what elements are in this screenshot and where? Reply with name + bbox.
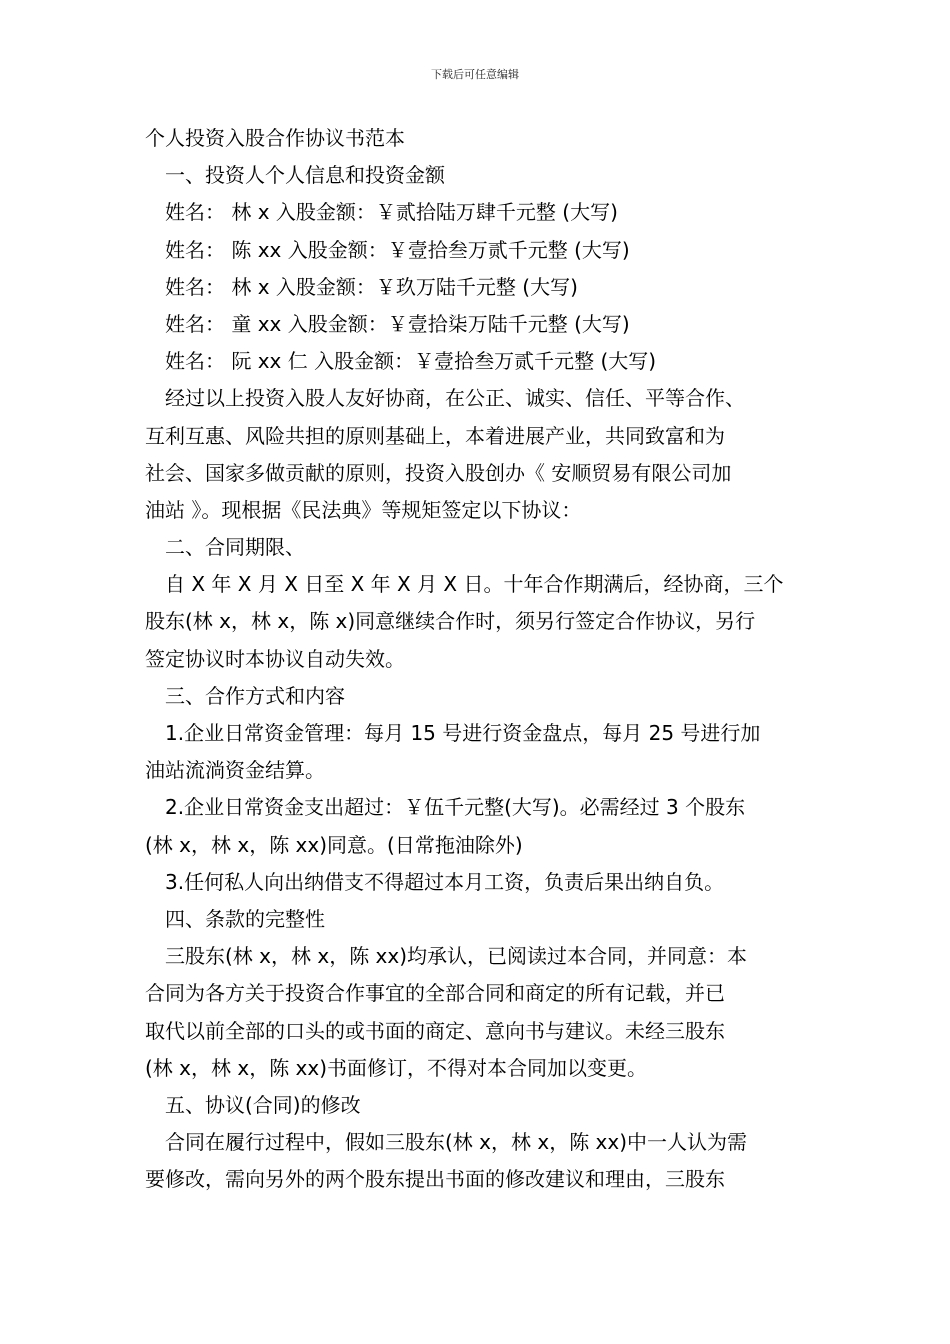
text-line: 2.企业日常资金支出超过：￥伍千元整(大写)。必需经过 3 个股东 <box>165 795 746 820</box>
text-line: 要修改，需向另外的两个股东提出书面的修改建议和理由，三股东 <box>145 1167 725 1192</box>
text-line: 一、投资人个人信息和投资金额 <box>165 163 445 188</box>
text-line: 自 X 年 X 月 X 日至 X 年 X 月 X 日。十年合作期满后，经协商，三个 <box>165 572 784 597</box>
text-line: 签定协议时本协议自动失效。 <box>145 646 405 671</box>
text-line: 油站流淌资金结算。 <box>145 758 325 783</box>
text-line: 二、合同期限、 <box>165 535 305 560</box>
text-line: 姓名： 林 x 入股金额：￥玖万陆千元整 (大写) <box>165 274 578 299</box>
text-line: 三、合作方式和内容 <box>165 683 345 708</box>
text-line: 姓名： 林 x 入股金额：￥贰拾陆万肆千元整 (大写) <box>165 200 618 225</box>
text-line: 互利互惠、风险共担的原则基础上，本着进展产业，共同致富和为 <box>145 423 725 448</box>
text-line: (林 x，林 x，陈 xx)同意。(日常拖油除外) <box>145 832 523 857</box>
text-line: 1.企业日常资金管理：每月 15 号进行资金盘点，每月 25 号进行加 <box>165 721 761 745</box>
text-line: 姓名： 童 xx 入股金额：￥壹拾柒万陆千元整 (大写) <box>165 311 630 336</box>
text-line: 合同为各方关于投资合作事宜的全部合同和商定的所有记载，并已 <box>145 981 725 1006</box>
document-title: 个人投资入股合作协议书范本 <box>145 126 405 150</box>
text-line: 股东(林 x，林 x，陈 x)同意继续合作时，须另行签定合作协议，另行 <box>145 609 756 634</box>
text-line: (林 x，林 x，陈 xx)书面修订，不得对本合同加以变更。 <box>145 1055 648 1080</box>
text-line: 3.任何私人向出纳借支不得超过本月工资，负责后果出纳自负。 <box>165 869 725 894</box>
text-line: 姓名： 阮 xx 仁 入股金额：￥壹拾叁万贰千元整 (大写) <box>165 349 657 374</box>
text-line: 姓名： 陈 xx 入股金额：￥壹拾叁万贰千元整 (大写) <box>165 237 630 262</box>
text-line: 合同在履行过程中，假如三股东(林 x，林 x，陈 xx)中一人认为需 <box>165 1130 748 1155</box>
text-line: 五、协议(合同)的修改 <box>165 1092 361 1117</box>
text-line: 四、条款的完整性 <box>165 906 325 931</box>
document-body <box>145 120 825 1198</box>
text-line: 社会、国家多做贡献的原则，投资入股创办《 安顺贸易有限公司加 <box>145 460 732 485</box>
text-line: 取代以前全部的口头的或书面的商定、意向书与建议。未经三股东 <box>145 1018 725 1043</box>
text-line: 三股东(林 x，林 x，陈 xx)均承认，已阅读过本合同，并同意：本 <box>165 944 748 969</box>
text-line: 经过以上投资入股人友好协商，在公正、诚实、信任、平等合作、 <box>165 386 745 411</box>
text-line: 油站 》。现根据《民法典》等规矩签定以下协议： <box>145 497 582 522</box>
header-note: 下载后可任意编辑 <box>431 68 519 81</box>
